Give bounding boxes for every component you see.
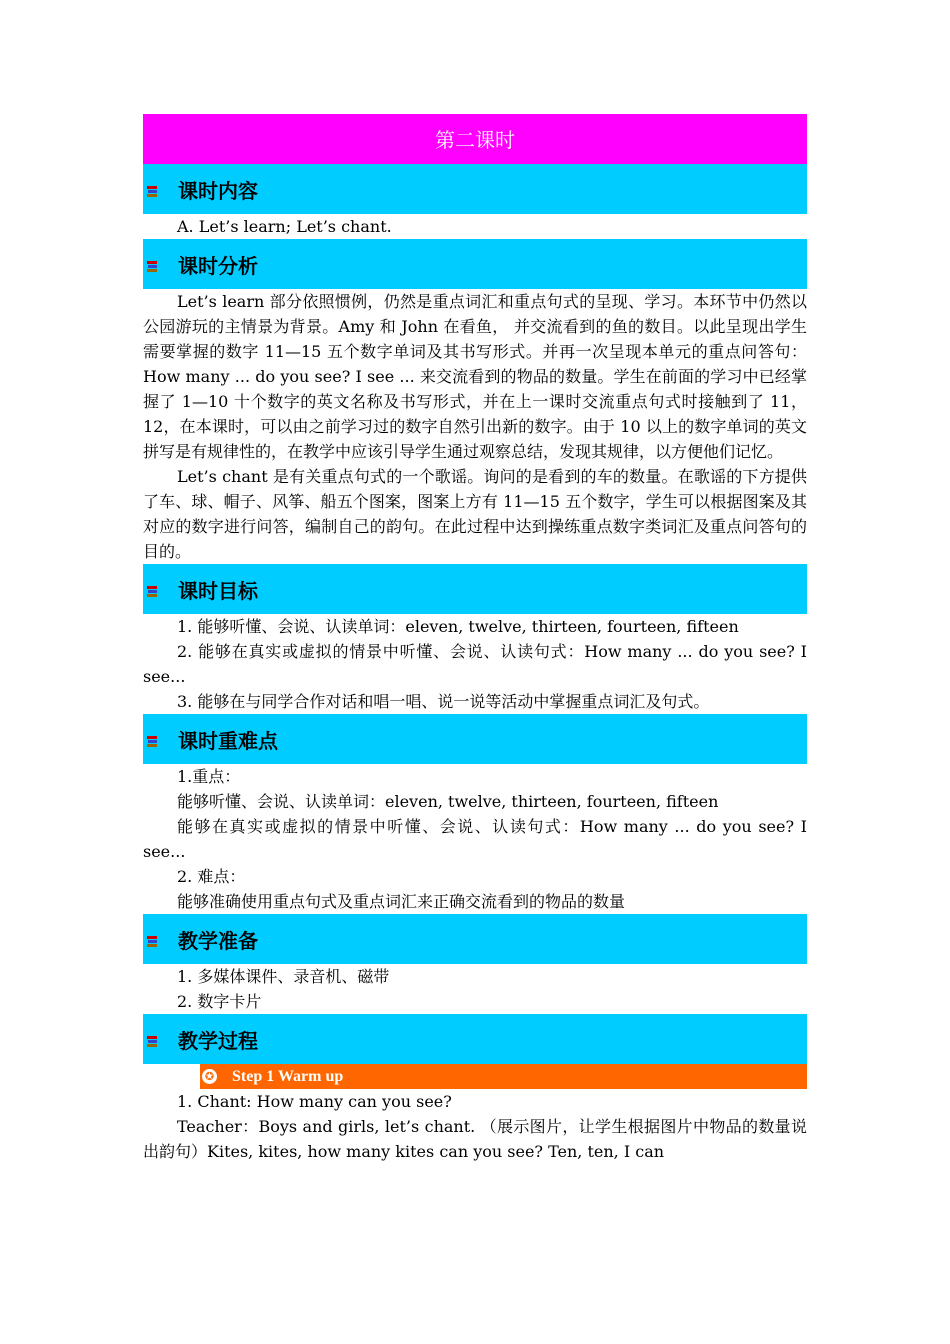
paragraph: Teacher：Boys and girls, let’s chant. （展示图片，让学生根据图片中物品的数量说出韵句）Kites, kites, how many kites can you see? Ten, ten, I can [143,1117,807,1161]
paragraph: 3. 能够在与同学合作对话和唱一唱、说一说等活动中掌握重点词汇及句式。 [177,692,710,711]
section-objectives [143,564,807,714]
book-stack-icon [146,1035,158,1048]
section-heading [143,564,807,614]
paragraph: 2. 难点： [177,867,246,886]
section-heading [143,914,807,964]
paragraph: 能够听懂、会说、认读单词：eleven, twelve, thirteen, fourteen, fifteen [177,792,719,811]
paragraph: 1. Chant: How many can you see? [177,1092,452,1111]
section-title: 课时分析 [178,253,258,278]
section-key-points [143,714,807,914]
book-stack-icon [146,185,158,198]
section-heading [143,714,807,764]
paragraph: 1. 多媒体课件、录音机、磁带 [177,967,390,986]
section-process [143,1014,807,1164]
section-content [143,164,807,239]
paragraph: Let’s chant 是有关重点句式的一个歌谣。询问的是看到的车的数量。在歌谣的下方提供了车、球、帽子、风筝、船五个图案，图案上方有 11—15 五个数字，学生可以根据图案及其对应的数字进行问答，编制自己的韵句。在此过程中达到操练重点数字类词汇及重点问答句的目的。 [143,467,807,561]
paragraph: 能够在真实或虚拟的情景中听懂、会说、认读句式：How many ... do you see? I see... [143,817,807,861]
section-title: 课时内容 [178,178,258,203]
section-title: 课时重难点 [178,728,278,753]
section-title: 课时目标 [178,578,258,603]
section-heading [143,1014,807,1064]
star-circle-icon: ✪ [202,1069,217,1084]
book-stack-icon [146,260,158,273]
section-heading [143,164,807,214]
book-stack-icon [146,735,158,748]
step-title: Step 1 Warm up [232,1067,344,1085]
section-heading [143,239,807,289]
paragraph: Let’s learn 部分依照惯例，仍然是重点词汇和重点句式的呈现、学习。本环节中仍然以公园游玩的主情景为背景。Amy 和 John 在看鱼， 并交流看到的鱼的数目。以此呈现出学生需要掌握的数字 11—15 五个数字单词及其书写形式。并再一次呈现本单元的重点问答句：How many ... do you see? I see ... 来交流看到的物品的数量。学生在前面的学习中已经掌握了 1—10 十个数字的英文名称及书写形式，并在上一课时交流重点句式时接触到了 11，12，在本课时，可以由之前学习过的数字自然引出新的数字。由于 10 以上的数字单词的英文拼写是有规律性的，在教学中应该引导学生通过观察总结，发现其规律，以方便他们记忆。 [143,292,807,461]
section-analysis [143,239,807,564]
step-heading [200,1064,807,1089]
paragraph: 1.重点： [177,767,241,786]
paragraph: 2. 数字卡片 [177,992,262,1011]
paragraph: A. Let’s learn; Let’s chant. [177,217,392,236]
paragraph: 2. 能够在真实或虚拟的情景中听懂、会说、认读句式：How many ... do you see? I see... [143,642,807,686]
section-title: 教学准备 [178,928,258,953]
section-title: 教学过程 [178,1028,258,1053]
section-preparation [143,914,807,1014]
page-title: 第二课时 [143,114,807,164]
lesson-page [143,114,807,1164]
book-stack-icon [146,935,158,948]
book-stack-icon [146,585,158,598]
paragraph: 能够准确使用重点句式及重点词汇来正确交流看到的物品的数量 [177,892,626,911]
paragraph: 1. 能够听懂、会说、认读单词：eleven, twelve, thirteen, fourteen, fifteen [177,617,739,636]
